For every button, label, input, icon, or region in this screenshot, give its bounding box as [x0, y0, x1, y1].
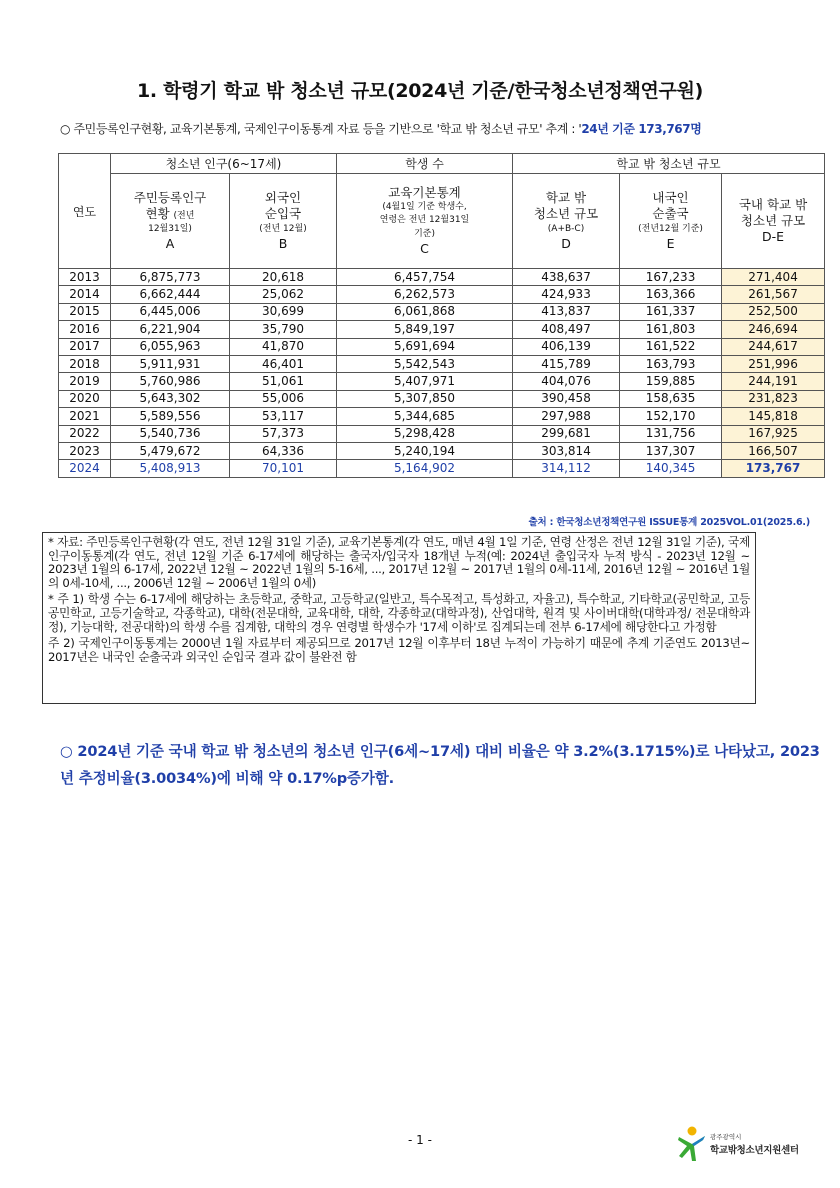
group-population-header: 청소년 인구(6~17세): [111, 154, 337, 174]
logo-figure-icon: [676, 1125, 708, 1163]
cell-e: 163,793: [620, 355, 722, 372]
cell-c: 6,457,754: [337, 269, 513, 286]
col-b-header: 외국인 순입국 (전년 12월) B: [230, 174, 337, 269]
cell-d: 438,637: [513, 269, 620, 286]
cell-year: 2020: [59, 390, 111, 407]
cell-de: 145,818: [722, 408, 825, 425]
cell-de: 252,500: [722, 303, 825, 320]
cell-a: 6,055,963: [111, 338, 230, 355]
cell-b: 46,401: [230, 355, 337, 372]
cell-year: 2019: [59, 373, 111, 390]
logo-city: 광주광역시: [710, 1133, 742, 1141]
cell-d: 424,933: [513, 286, 620, 303]
cell-e: 152,170: [620, 408, 722, 425]
cell-d: 406,139: [513, 338, 620, 355]
cell-a: 6,875,773: [111, 269, 230, 286]
cell-b: 41,870: [230, 338, 337, 355]
cell-a: 5,760,986: [111, 373, 230, 390]
cell-e: 163,366: [620, 286, 722, 303]
note-2: 주 2) 국제인구이동통계는 2000년 1월 자료부터 제공되므로 2017년 12월 이후부터 18년 누적이 가능하기 때문에 추계 기준연도 2013년~ 2017년은 내국인 순출국과 외국인 순입국 결과 값이 불완전 함: [48, 636, 750, 664]
cell-c: 5,542,543: [337, 355, 513, 372]
cell-year: 2015: [59, 303, 111, 320]
cell-de: 244,191: [722, 373, 825, 390]
table-row: [59, 269, 825, 286]
cell-de: 244,617: [722, 338, 825, 355]
note-data-source: * 자료: 주민등록인구현황(각 연도, 전년 12월 31일 기준), 교육기본통계(각 연도, 매년 4월 1일 기준, 연령 산정은 전년 12월 31일 기준), 국제인구이동통계(각 연도, 전년 12월 기준 6-17세에 해당하는 출국자/입국자 18개년 누적(예: 2024년 출입국자 누적 방식 - 2023년 12월 ~ 2023년 1월의 6-17세, 2022년 12월 ~ 2022년 1월의 5-16세, ..., 2017년 12월 ~ 2017년 1월의 0세-11세, 2016년 12월 ~ 2016년 1월의 0세-10세, ..., 2006년 12월 ~ 2006년 1월의 0세): [48, 535, 750, 590]
cell-year: 2017: [59, 338, 111, 355]
cell-b: 64,336: [230, 442, 337, 459]
cell-year: 2021: [59, 408, 111, 425]
table-subheader-row: [59, 174, 825, 269]
cell-b: 25,062: [230, 286, 337, 303]
source-citation: 출처 : 한국청소년정책연구원 ISSUE통계 2025VOL.01(2025.6.): [528, 517, 810, 528]
cell-c: 5,298,428: [337, 425, 513, 442]
table-row: [59, 286, 825, 303]
cell-c: 5,307,850: [337, 390, 513, 407]
group-out-of-school-header: 학교 밖 청소년 규모: [513, 154, 825, 174]
cell-b: 70,101: [230, 460, 337, 477]
cell-e: 161,337: [620, 303, 722, 320]
cell-year: 2016: [59, 321, 111, 338]
cell-de: 246,694: [722, 321, 825, 338]
cell-a: 6,662,444: [111, 286, 230, 303]
cell-e: 137,307: [620, 442, 722, 459]
table-row: [59, 408, 825, 425]
estimate-table: [58, 153, 825, 478]
cell-year: 2022: [59, 425, 111, 442]
cell-b: 53,117: [230, 408, 337, 425]
cell-a: 5,408,913: [111, 460, 230, 477]
cell-d: 303,814: [513, 442, 620, 459]
cell-b: 55,006: [230, 390, 337, 407]
cell-de: 251,996: [722, 355, 825, 372]
cell-e: 161,522: [620, 338, 722, 355]
cell-c: 5,240,194: [337, 442, 513, 459]
table-row: [59, 390, 825, 407]
cell-b: 30,699: [230, 303, 337, 320]
table-row: [59, 338, 825, 355]
cell-e: 131,756: [620, 425, 722, 442]
cell-b: 57,373: [230, 425, 337, 442]
cell-b: 35,790: [230, 321, 337, 338]
cell-de: 231,823: [722, 390, 825, 407]
table-row: [59, 425, 825, 442]
cell-year: 2018: [59, 355, 111, 372]
table-row: [59, 373, 825, 390]
notes-box: [42, 532, 756, 704]
cell-c: 5,407,971: [337, 373, 513, 390]
cell-a: 6,445,006: [111, 303, 230, 320]
cell-de: 271,404: [722, 269, 825, 286]
cell-d: 415,789: [513, 355, 620, 372]
intro-line: [60, 120, 820, 137]
cell-de: 166,507: [722, 442, 825, 459]
cell-a: 5,911,931: [111, 355, 230, 372]
table-row: [59, 355, 825, 372]
cell-a: 5,479,672: [111, 442, 230, 459]
table-row: [59, 460, 825, 477]
cell-de: 173,767: [722, 460, 825, 477]
summary-text: ○ 2024년 기준 국내 학교 밖 청소년의 청소년 인구(6세~17세) 대비 비율은 약 3.2%(3.1715%)로 나타났고, 2023년 추정비율(3.0034%)에 비해 약 0.17%p증가함.: [60, 743, 820, 787]
col-de-header: 국내 학교 밖 청소년 규모 D-E: [722, 174, 825, 269]
cell-d: 299,681: [513, 425, 620, 442]
intro-highlight: 24년 기준 173,767명: [581, 122, 702, 136]
cell-c: 5,344,685: [337, 408, 513, 425]
cell-year: 2013: [59, 269, 111, 286]
cell-d: 408,497: [513, 321, 620, 338]
cell-b: 51,061: [230, 373, 337, 390]
cell-e: 161,803: [620, 321, 722, 338]
page-number: - 1 -: [408, 1133, 432, 1147]
cell-de: 167,925: [722, 425, 825, 442]
cell-year: 2014: [59, 286, 111, 303]
cell-a: 6,221,904: [111, 321, 230, 338]
table-row: [59, 303, 825, 320]
cell-c: 5,691,694: [337, 338, 513, 355]
cell-year: 2023: [59, 442, 111, 459]
table-body: [59, 269, 825, 478]
cell-d: 297,988: [513, 408, 620, 425]
center-logo: [676, 1125, 836, 1165]
table-header-row: [59, 154, 825, 174]
cell-e: 167,233: [620, 269, 722, 286]
cell-year: 2024: [59, 460, 111, 477]
cell-de: 261,567: [722, 286, 825, 303]
cell-e: 159,885: [620, 373, 722, 390]
logo-center-name: 학교밖청소년지원센터: [710, 1145, 799, 1156]
cell-c: 6,262,573: [337, 286, 513, 303]
page-title: 1. 학령기 학교 밖 청소년 규모(2024년 기준/한국청소년정책연구원): [136, 80, 704, 102]
cell-e: 158,635: [620, 390, 722, 407]
cell-e: 140,345: [620, 460, 722, 477]
cell-d: 404,076: [513, 373, 620, 390]
note-1: * 주 1) 학생 수는 6-17세에 해당하는 초등학교, 중학교, 고등학교(일반고, 특수목적고, 특성화고, 자율고), 특수학교, 기타학교(공민학교, 고등공민학교, 고등기술학교, 각종학교), 대학(전문대학, 교육대학, 대학, 각종학교(대학과정), 산업대학, 원격 및 사이버대학(대학과정/ 전문대학과정), 기능대학, 전공대학)의 학생 수를 집계함, 대학의 경우 연령별 학생수가 '17세 이하'로 집계되는데 전부 6-17세에 해당한다고 가정함: [48, 592, 750, 634]
table-row: [59, 321, 825, 338]
col-a-header: 주민등록인구 현황 (전년 12월31일) A: [111, 174, 230, 269]
cell-b: 20,618: [230, 269, 337, 286]
cell-c: 5,849,197: [337, 321, 513, 338]
cell-a: 5,643,302: [111, 390, 230, 407]
col-year-header: 연도: [59, 154, 111, 269]
col-e-header: 내국인 순출국 (전년12월 기준) E: [620, 174, 722, 269]
cell-d: 314,112: [513, 460, 620, 477]
col-d-header: 학교 밖 청소년 규모 (A+B-C) D: [513, 174, 620, 269]
cell-d: 390,458: [513, 390, 620, 407]
cell-a: 5,589,556: [111, 408, 230, 425]
cell-d: 413,837: [513, 303, 620, 320]
table-row: [59, 442, 825, 459]
cell-a: 5,540,736: [111, 425, 230, 442]
col-c-header: 교육기본통계 (4월1일 기준 학생수, 연령은 전년 12월31일 기준) C: [337, 174, 513, 269]
group-students-header: 학생 수: [337, 154, 513, 174]
cell-c: 5,164,902: [337, 460, 513, 477]
cell-c: 6,061,868: [337, 303, 513, 320]
intro-text: ○ 주민등록인구현황, 교육기본통계, 국제인구이동통계 자료 등을 기반으로 '학교 밖 청소년 규모' 추계 : ': [60, 122, 582, 136]
